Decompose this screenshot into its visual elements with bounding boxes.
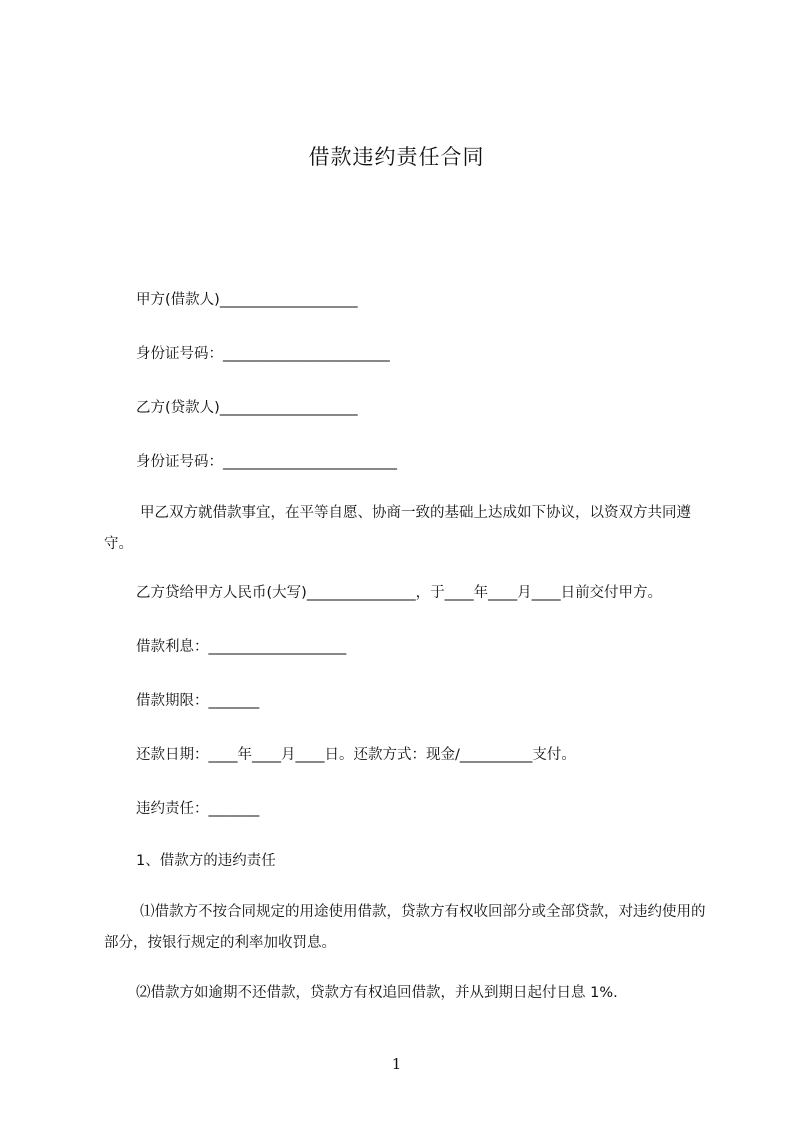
page-number: 1 <box>391 1055 402 1073</box>
loan-amount-line: 乙方贷给甲方人民币(大写)_______________，于____年____月____日前交付甲方。 <box>136 585 663 601</box>
document-title: 借款违约责任合同 <box>308 145 485 169</box>
term-line: 借款期限：_______ <box>136 693 260 709</box>
repayment-line: 还款日期：____年____月____日。还款方式：现金/__________支付。 <box>136 747 576 763</box>
breach-line: 违约责任：_______ <box>136 801 260 817</box>
section1-heading: 1、借款方的违约责任 <box>136 853 276 869</box>
intro-paragraph: 甲乙双方就借款事宜，在平等自愿、协商一致的基础上达成如下协议，以资双方共同遵守。 <box>104 505 691 552</box>
party-a-id-line: 身份证号码：_______________________ <box>136 346 390 362</box>
clause-2-line: ⑵借款方如逾期不还借款，贷款方有权追回借款，并从到期日起付日息 1%. <box>136 985 618 1001</box>
interest-line: 借款利息：___________________ <box>136 639 347 655</box>
clause-1-paragraph: ⑴借款方不按合同规定的用途使用借款，贷款方有权收回部分或全部贷款，对违约使用的部分，按银行规定的利率加收罚息。 <box>104 904 706 951</box>
party-a-line: 甲方(借款人)___________________ <box>136 292 358 308</box>
party-b-id-line: 身份证号码：________________________ <box>136 454 397 470</box>
party-b-line: 乙方(贷款人)___________________ <box>136 400 358 416</box>
